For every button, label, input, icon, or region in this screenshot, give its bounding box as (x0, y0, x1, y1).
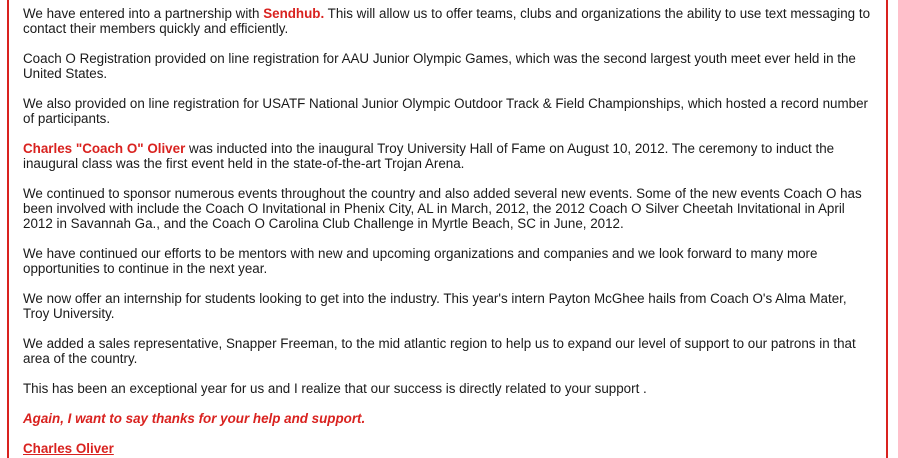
paragraph-aau-registration: Coach O Registration provided on line registration for AAU Junior Olympic Games, which was the second largest youth meet ever held in the United States. (23, 51, 856, 81)
paragraph-sendhub: We have entered into a partnership with Sendhub. This will allow us to offer teams, clubs and organizations the ability to use text messaging to contact their members quickly and efficiently. (23, 6, 871, 36)
paragraph-internship: We now offer an internship for students looking to get into the industry. This year's intern Payton McGhee hails from Coach O's Alma Mater, Troy University. (23, 291, 847, 321)
paragraph-support: This has been an exceptional year for us and I realize that our success is directly related to your support . (23, 381, 647, 396)
paragraph-events: We continued to sponsor numerous events throughout the country and also added several new events. Some of the new events Coach O has been involved with include the Coach O Invitational in Phenix City, AL in March, 2012, the 2012 Coach O Silver Cheetah Invitational in April 2012 in Savannah Ga., and the Coach O Carolina Club Challenge in Myrtle Beach, SC in June, 2012. (23, 186, 862, 231)
paragraph-sales-rep: We added a sales representative, Snapper Freeman, to the mid atlantic region to help us to expand our level of support to our patrons in that area of the country. (23, 336, 856, 366)
charles-oliver-name: Charles "Coach O" Oliver (23, 141, 186, 156)
signature-link[interactable]: Charles Oliver (23, 441, 114, 456)
sendhub-link[interactable]: Sendhub. (263, 6, 325, 21)
paragraph-hall-of-fame: Charles "Coach O" Oliver was inducted into the inaugural Troy University Hall of Fame on August 10, 2012. The ceremony to induct the inaugural class was the first event held in the state-of-the-art Trojan Arena. (23, 141, 835, 171)
thanks-line: Again, I want to say thanks for your help and support. (23, 411, 366, 426)
paragraph-usatf-registration: We also provided on line registration for USATF National Junior Olympic Outdoor Track & Field Championships, which hosted a record number of participants. (23, 96, 868, 126)
letter-body (23, 6, 875, 456)
paragraph-mentoring: We have continued our efforts to be mentors with new and upcoming organizations and companies and we look forward to many more opportunities to continue in the next year. (23, 246, 818, 276)
